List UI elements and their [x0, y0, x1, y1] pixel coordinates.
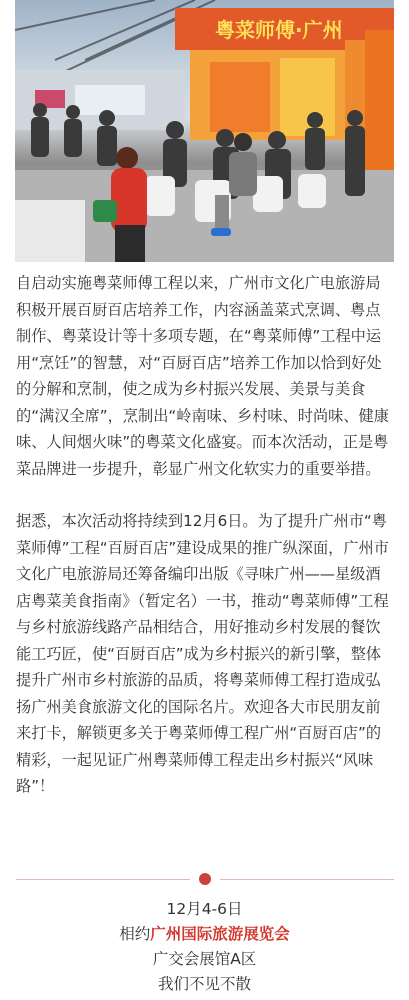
event-venue: 广交会展馆A区 [152, 950, 257, 968]
paragraph-2: 据悉，本次活动将持续到12月6日。为了提升广州市“粤菜师傅”工程“百厨百店”建设成果的推广纵深面，广州市文化广电旅游局还筹备编印出版《寻味广州——星级酒店粤菜美食指南》（暂定名）一书，推动“粤菜师傅”工程与乡村旅游线路产品相结合，用好推动乡村发展的餐饮能工巧匠，使“百厨百店”成为乡村振兴的新引擎，整体提升广州市乡村旅游的品质，将粤菜师傅工程打造成弘扬广州美食旅游文化的国际名片。欢迎各大市民朋友前来打卡，解锁更多关于粤菜师傅工程广州“百厨百店”的精彩，一起见证广州粤菜师傅工程走出乡村振兴“风味路”！ [16, 512, 389, 795]
divider-line-left [16, 879, 190, 880]
section-divider [16, 879, 394, 881]
event-photo [15, 0, 394, 262]
event-invite-prefix: 相约 [119, 925, 151, 943]
divider-dot-icon [199, 873, 211, 885]
article-body [16, 270, 394, 800]
event-photo-illustration [15, 0, 394, 262]
event-info [0, 897, 409, 997]
event-closing: 我们不见不散 [157, 975, 251, 993]
event-date: 12月4-6日 [166, 900, 243, 918]
event-expo-name: 广州国际旅游展览会 [150, 925, 290, 943]
paragraph-1: 自启动实施粤菜师傅工程以来，广州市文化广电旅游局积极开展百厨百店培养工作，内容涵盖菜式烹调、粤点制作、粤菜设计等十多项专题，在“粤菜师傅”工程中运用“烹饪”的智慧，对“百厨百店”培养工作加以恰到好处的分解和烹制，使之成为乡村振兴发展、美景与美食的“满汉全席”，烹制出“岭南味、乡村味、时尚味、健康味、人间烟火味”的粤菜文化盛宴。而本次活动，正是粤菜品牌进一步提升，彰显广州文化软实力的重要举措。 [16, 274, 389, 478]
banner-text: 粤菜师傅·广州 [215, 18, 343, 42]
event-invite [0, 922, 409, 947]
divider-line-right [220, 879, 394, 880]
